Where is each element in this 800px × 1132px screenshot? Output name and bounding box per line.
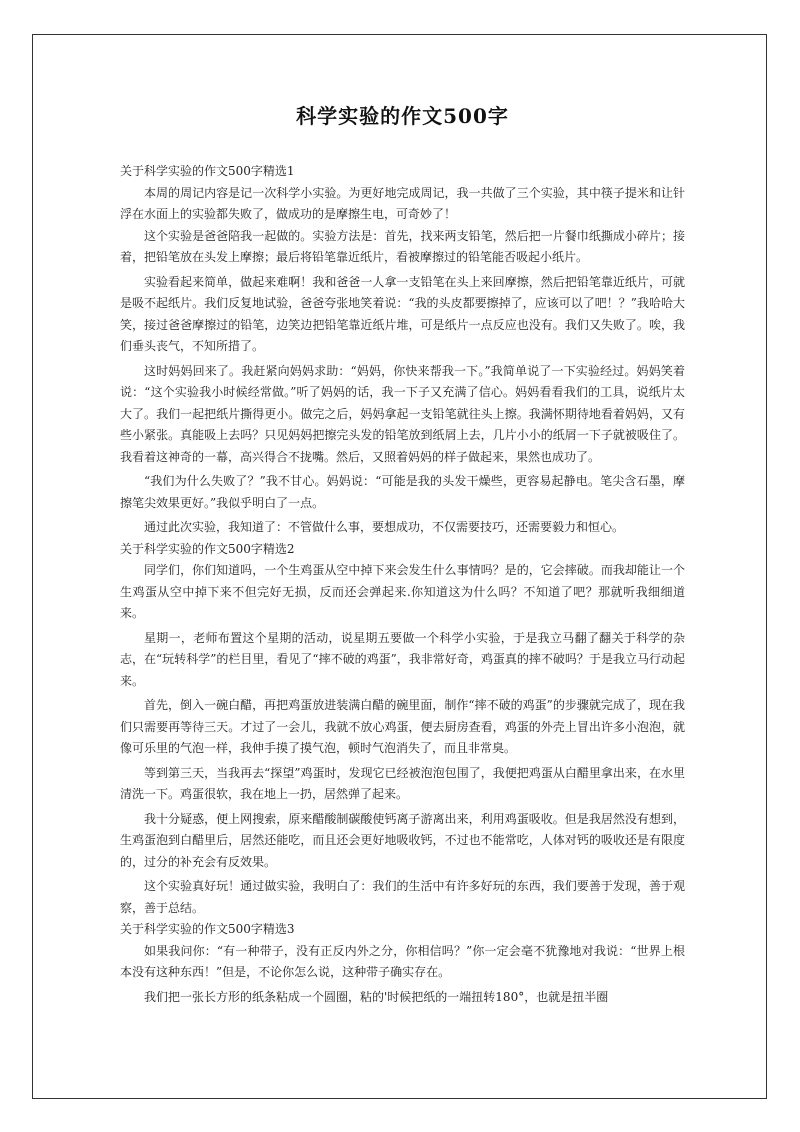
- paragraph: 这时妈妈回来了。我赶紧向妈妈求助：“妈妈，你快来帮我一下。”我简单说了一下实验经过。妈妈笑着说：“这个实验我小时候经常做。”听了妈妈的话，我一下子又充满了信心。妈妈看看我们的工具，说纸片太大了。我们一起把纸片撕得更小。做完之后，妈妈拿起一支铅笔就往头上擦。我满怀期待地看着妈妈，又有些小紧张。真能吸上去吗？只见妈妈把擦完头发的铅笔放到纸屑上去，几片小小的纸屑一下子就被吸住了。我看着这神奇的一幕，高兴得合不拢嘴。然后，又照着妈妈的样子做起来，果然也成功了。: [120, 363, 685, 464]
- section-heading: 关于科学实验的作文500字精选1: [120, 164, 295, 178]
- section-heading: 关于科学实验的作文500字精选3: [120, 922, 295, 936]
- document-body: [120, 100, 685, 1008]
- section-heading: 关于科学实验的作文500字精选2: [120, 541, 295, 556]
- paragraph: 星期一，老师布置这个星期的活动，说星期五要做一个科学小实验，于是我立马翻了翻关于科学的杂志，在“玩转科学”的栏目里，看见了“摔不破的鸡蛋”，我非常好奇，鸡蛋真的摔不破吗？于是我立马行动起来。: [120, 630, 685, 688]
- paragraph: 实验看起来简单，做起来难啊！我和爸爸一人拿一支铅笔在头上来回摩擦，然后把铅笔靠近纸片，可就是吸不起纸片。我们反复地试验，爸爸夸张地笑着说：“我的头皮都要擦掉了，应该可以了吧！？”我哈哈大笑，接过爸爸摩擦过的铅笔，边笑边把铅笔靠近纸片堆，可是纸片一点反应也没有。我们又失败了。唉，我们垂头丧气，不知所措了。: [120, 274, 685, 353]
- paragraph: “我们为什么失败了？”我不甘心。妈妈说：“可能是我的头发干燥些，更容易起静电。笔尖含石墨，摩擦笔尖效果更好。”我似乎明白了一点。: [120, 474, 685, 510]
- paragraph: 等到第三天，当我再去“探望”鸡蛋时，发现它已经被泡泡包围了，我便把鸡蛋从白醋里拿出来，在水里清洗一下。鸡蛋很软，我在地上一扔，居然弹了起来。: [120, 765, 685, 801]
- paragraph: 首先，倒入一碗白醋，再把鸡蛋放进装满白醋的碗里面，制作“摔不破的鸡蛋”的步骤就完成了，现在我们只需要再等待三天。才过了一会儿，我就不放心鸡蛋，便去厨房查看，鸡蛋的外壳上冒出许多小泡泡，就像可乐里的气泡一样，我伸手摸了摸气泡，顿时气泡消失了，而且非常臭。: [120, 698, 685, 755]
- paragraph: 这个实验是爸爸陪我一起做的。实验方法是：首先，找来两支铅笔，然后把一片餐巾纸撕成小碎片；接着，把铅笔放在头发上摩擦；最后将铅笔靠近纸片，看被摩擦过的铅笔能否吸起小纸片。: [120, 228, 685, 264]
- section-2: [120, 539, 685, 920]
- paragraph: 这个实验真好玩！通过做实验，我明白了：我们的生活中有许多好玩的东西，我们要善于发现，善于观察，善于总结。: [120, 879, 685, 915]
- paragraph: 如果我问你：“有一种带子，没有正反内外之分，你相信吗？”你一定会毫不犹豫地对我说：“世界上根本没有这种东西！”但是，不论你怎么说，这种带子确实存在。: [120, 943, 685, 979]
- document-title: 科学实验的作文500字: [296, 104, 509, 128]
- paragraph: 通过此次实验，我知道了：不管做什么事，要想成功，不仅需要技巧，还需要毅力和恒心。: [144, 520, 625, 534]
- paragraph: 我十分疑惑，便上网搜索，原来醋酸制碳酸使钙离子游离出来，利用鸡蛋吸收。但是我居然没有想到，生鸡蛋泡到白醋里后，居然还能吃，而且还会更好地吸收钙，不过也不能常吃，人体对钙的吸收还是有限度的，过分的补充会有反效果。: [120, 811, 685, 869]
- section-3: [120, 919, 685, 1008]
- paragraph: 本周的周记内容是记一次科学小实验。为更好地完成周记，我一共做了三个实验，其中筷子提米和让针浮在水面上的实验都失败了，做成功的是摩擦生电，可奇妙了！: [120, 185, 685, 221]
- section-1: [120, 161, 685, 539]
- paragraph: 我们把一张长方形的纸条粘成一个圆圈，粘的'时候把纸的一端扭转180°，也就是扭半圈: [144, 989, 609, 1004]
- paragraph: 同学们，你们知道吗，一个生鸡蛋从空中掉下来会发生什么事情吗？是的，它会摔破。而我却能让一个生鸡蛋从空中掉下来不但完好无损，反而还会弹起来.你知道这为什么吗？不知道了吧？那就听我细细道来。: [120, 563, 685, 620]
